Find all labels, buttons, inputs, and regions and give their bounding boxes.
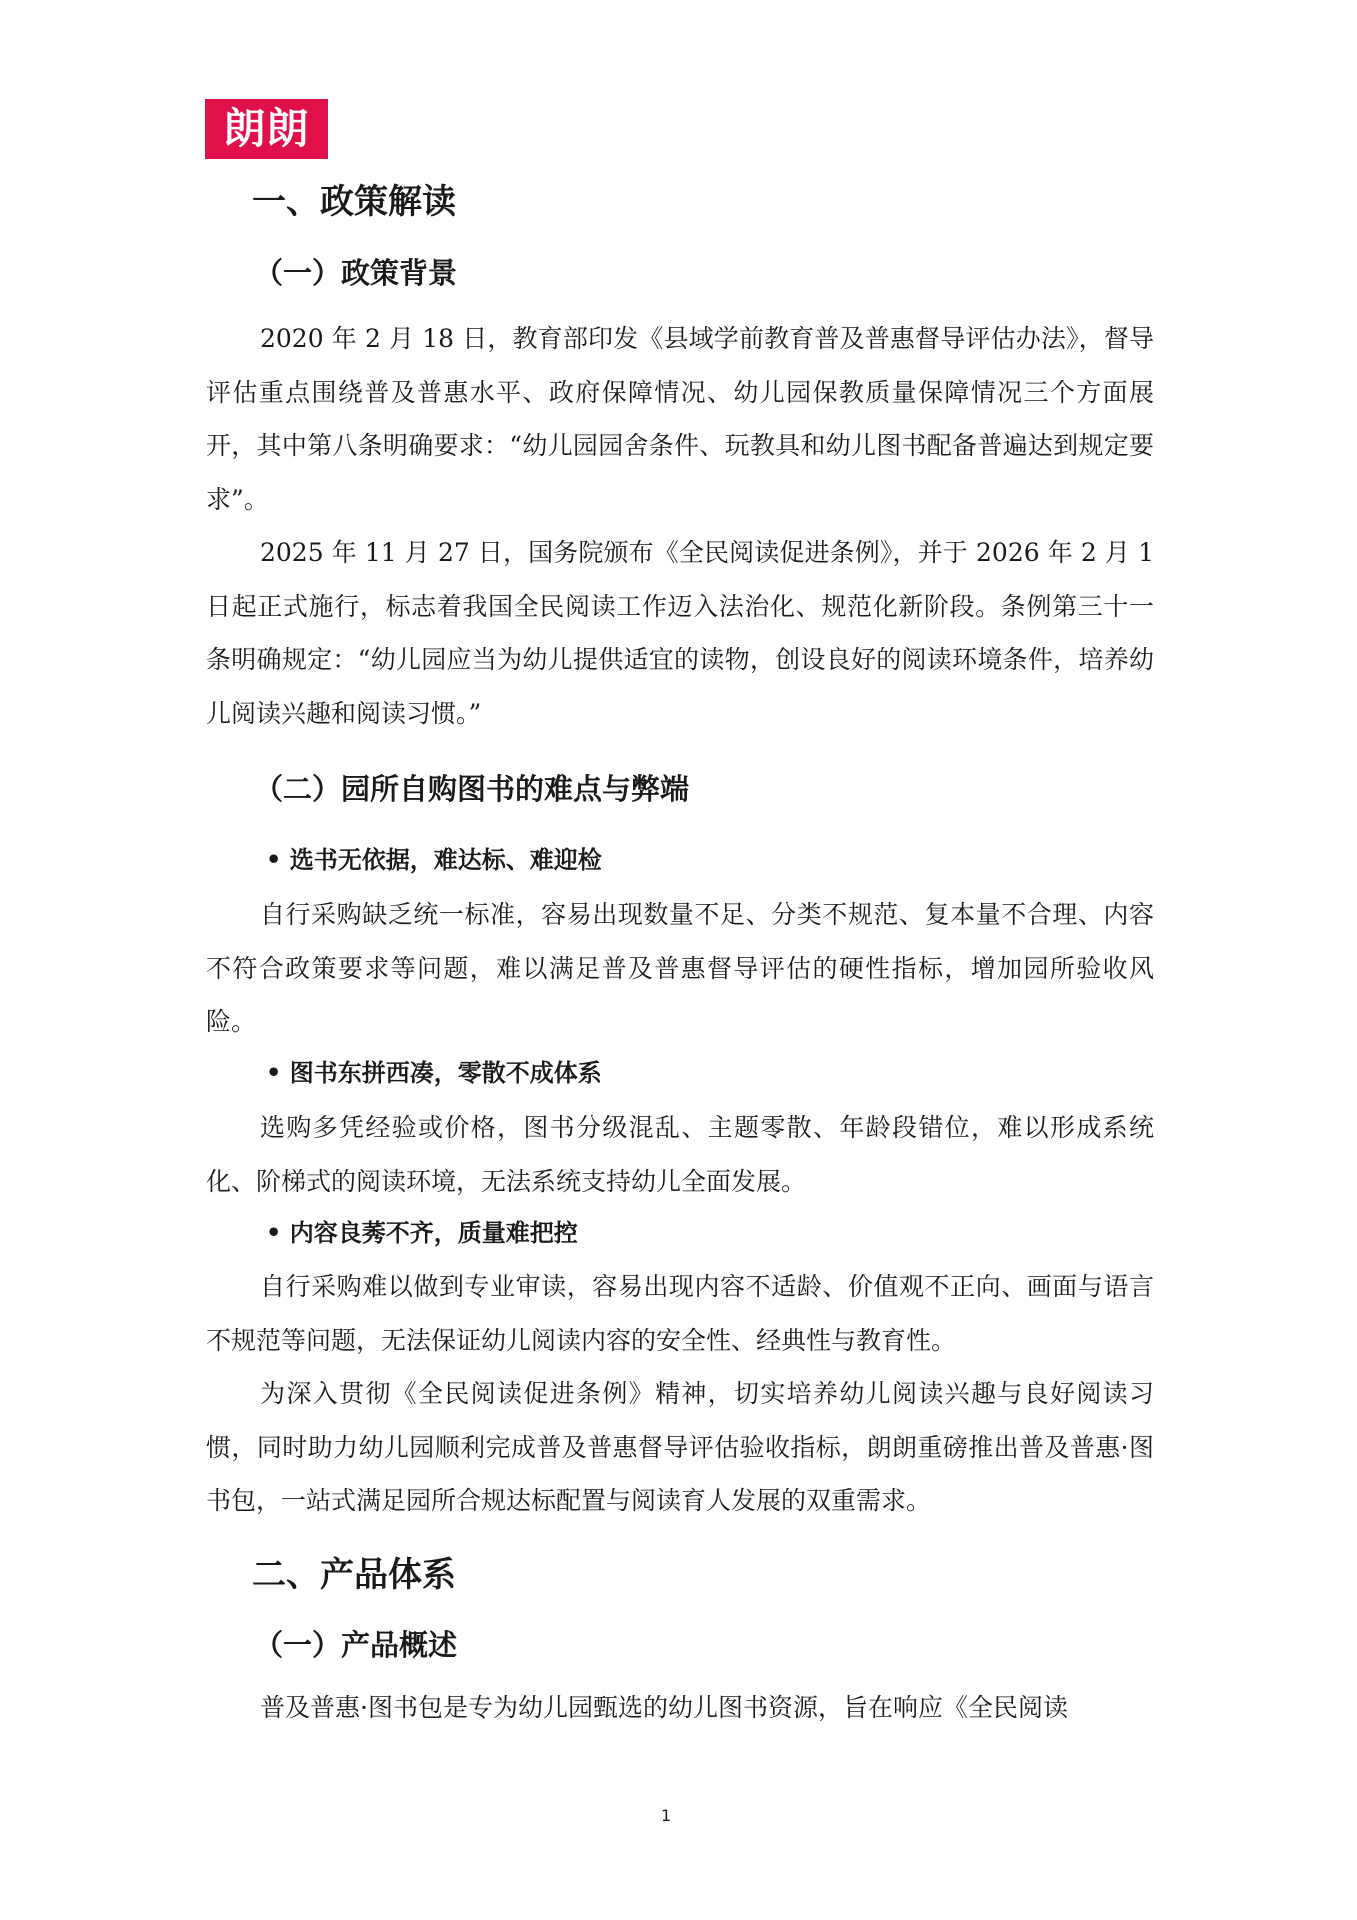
difficulty-heading-3: • 内容良莠不齐，质量难把控 [266, 1218, 578, 1247]
section-2-title: 二、产品体系 [252, 1555, 456, 1595]
section-1-sub-2-title: （二）园所自购图书的难点与弊端 [254, 772, 690, 806]
page-number: 1 [661, 1806, 672, 1825]
difficulty-text-2: 选购多凭经验或价格，图书分级混乱、主题零散、年龄段错位，难以形成系统化、阶梯式的阅读环境，无法系统支持幼儿全面发展。 [206, 1113, 1154, 1196]
difficulty-heading-1: • 选书无依据，难达标、难迎检 [266, 845, 602, 874]
section-1-sub-1-title: （一）政策背景 [254, 256, 458, 290]
policy-paragraph-1: 2020 年 2 月 18 日，教育部印发《县域学前教育普及普惠督导评估办法》，督导评估重点围绕普及普惠水平、政府保障情况、幼儿园保教质量保障情况三个方面展开，其中第八条明确要求：“幼儿园园舍条件、玩教具和幼儿图书配备普遍达到规定要求”。 [206, 324, 1154, 514]
section-2-sub-1-title: （一）产品概述 [254, 1628, 458, 1662]
conclusion-paragraph: 为深入贯彻《全民阅读促进条例》精神，切实培养幼儿阅读兴趣与良好阅读习惯，同时助力幼儿园顺利完成普及普惠督导评估验收指标，朗朗重磅推出普及普惠·图书包，一站式满足园所合规达标配置与阅读育人发展的双重需求。 [206, 1379, 1154, 1515]
product-overview-paragraph: 普及普惠·图书包是专为幼儿园甄选的幼儿图书资源，旨在响应《全民阅读 [260, 1693, 1068, 1722]
difficulty-heading-2: • 图书东拼西凑，零散不成体系 [266, 1058, 602, 1087]
difficulty-text-3: 自行采购难以做到专业审读，容易出现内容不适龄、价值观不正向、画面与语言不规范等问题，无法保证幼儿阅读内容的安全性、经典性与教育性。 [206, 1272, 1154, 1355]
section-1-title: 一、政策解读 [252, 182, 456, 222]
langlang-logo: 朗朗 [205, 99, 328, 159]
difficulty-text-1: 自行采购缺乏统一标准，容易出现数量不足、分类不规范、复本量不合理、内容不符合政策要求等问题，难以满足普及普惠督导评估的硬性指标，增加园所验收风险。 [206, 900, 1154, 1036]
policy-paragraph-2: 2025 年 11 月 27 日，国务院颁布《全民阅读促进条例》，并于 2026 年 2 月 1 日起正式施行，标志着我国全民阅读工作迈入法治化、规范化新阶段。条例第三十一条明确规定：“幼儿园应当为幼儿提供适宜的读物，创设良好的阅读环境条件，培养幼儿阅读兴趣和阅读习惯。” [206, 538, 1154, 728]
